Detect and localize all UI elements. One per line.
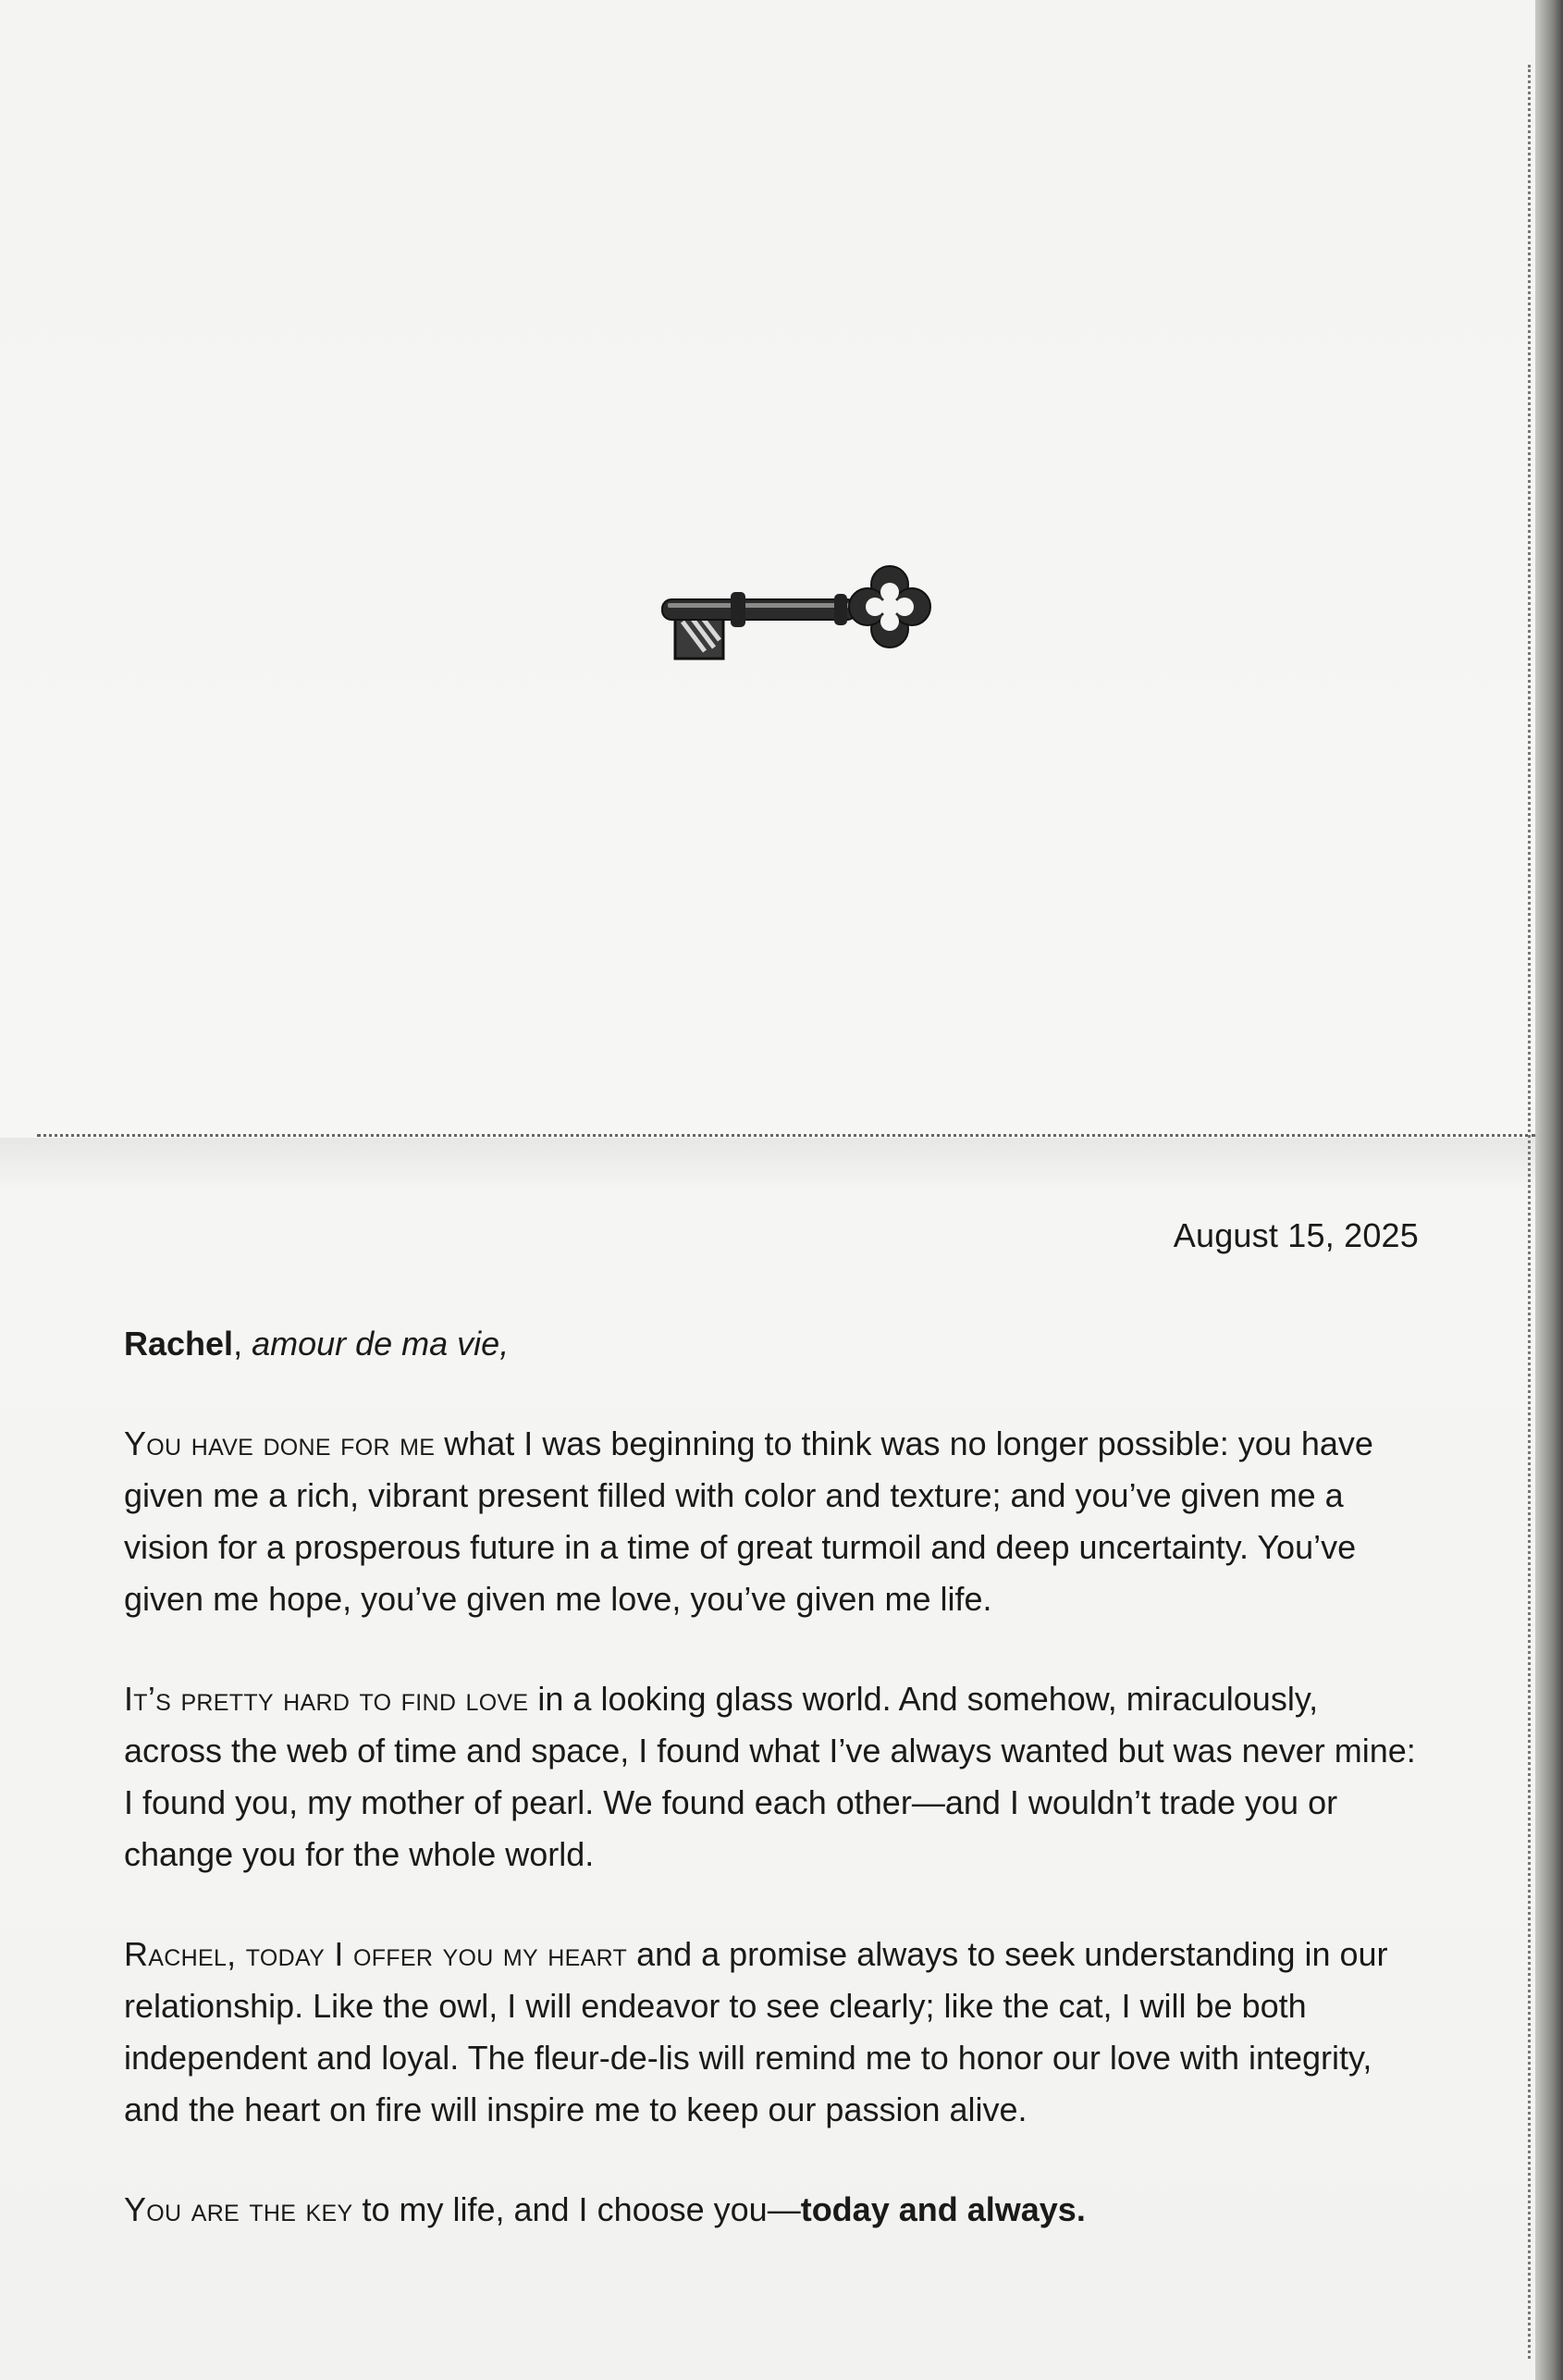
perforation-edge	[1528, 65, 1531, 2359]
letter-date: August 15, 2025	[1173, 1216, 1419, 1254]
paragraph-lead: You are the key	[124, 2190, 353, 2228]
closing-punctuation: .	[1076, 2190, 1086, 2228]
closing-emphasis: today and always	[800, 2190, 1077, 2228]
paragraph-text: and a promise always to seek understanding in our relationship. Like the owl, I will endeavor to see clearly; like the cat, I will be both independent and loyal. The fleur-de-lis will remind me to honor our love with integrity, and the heart on fire will inspire me to keep our passion alive.	[124, 1935, 1388, 2128]
letter-body	[124, 1318, 1419, 2284]
salutation: Rachel, amour de ma vie,	[124, 1325, 510, 1363]
paragraph-1	[124, 1418, 1419, 1625]
fold-divider	[37, 1134, 1535, 1137]
salutation-name: Rachel	[124, 1325, 234, 1363]
paragraph-4	[124, 2184, 1419, 2236]
fold-crease	[0, 1138, 1535, 1193]
page-edge-shadow	[1535, 0, 1563, 2380]
skeleton-key-icon	[658, 555, 932, 670]
salutation-endearment: amour de ma vie,	[252, 1325, 510, 1363]
paragraph-text: to my life, and I choose you—	[352, 2190, 801, 2228]
paragraph-lead: You have done for me	[124, 1424, 436, 1462]
paragraph-lead: It’s pretty hard to find love	[124, 1680, 529, 1718]
paragraph-text: in a looking glass world. And somehow, miraculously, across the web of time and space, I found what I’ve always wanted but was never mine: I found you, my mother of pearl. We found each other—and I wouldn’t trade you or change you for the whole world.	[124, 1680, 1416, 1873]
paragraph-lead: Rachel, today I offer you my heart	[124, 1935, 628, 1973]
paragraph-3	[124, 1929, 1419, 2136]
paragraph-text: what I was beginning to think was no longer possible: you have given me a rich, vibrant present filled with color and texture; and you’ve given me a vision for a prosperous future in a time of great turmoil and deep uncertainty. You’ve given me hope, you’ve given me love, you’ve given me life.	[124, 1424, 1373, 1618]
paragraph-2	[124, 1673, 1419, 1881]
